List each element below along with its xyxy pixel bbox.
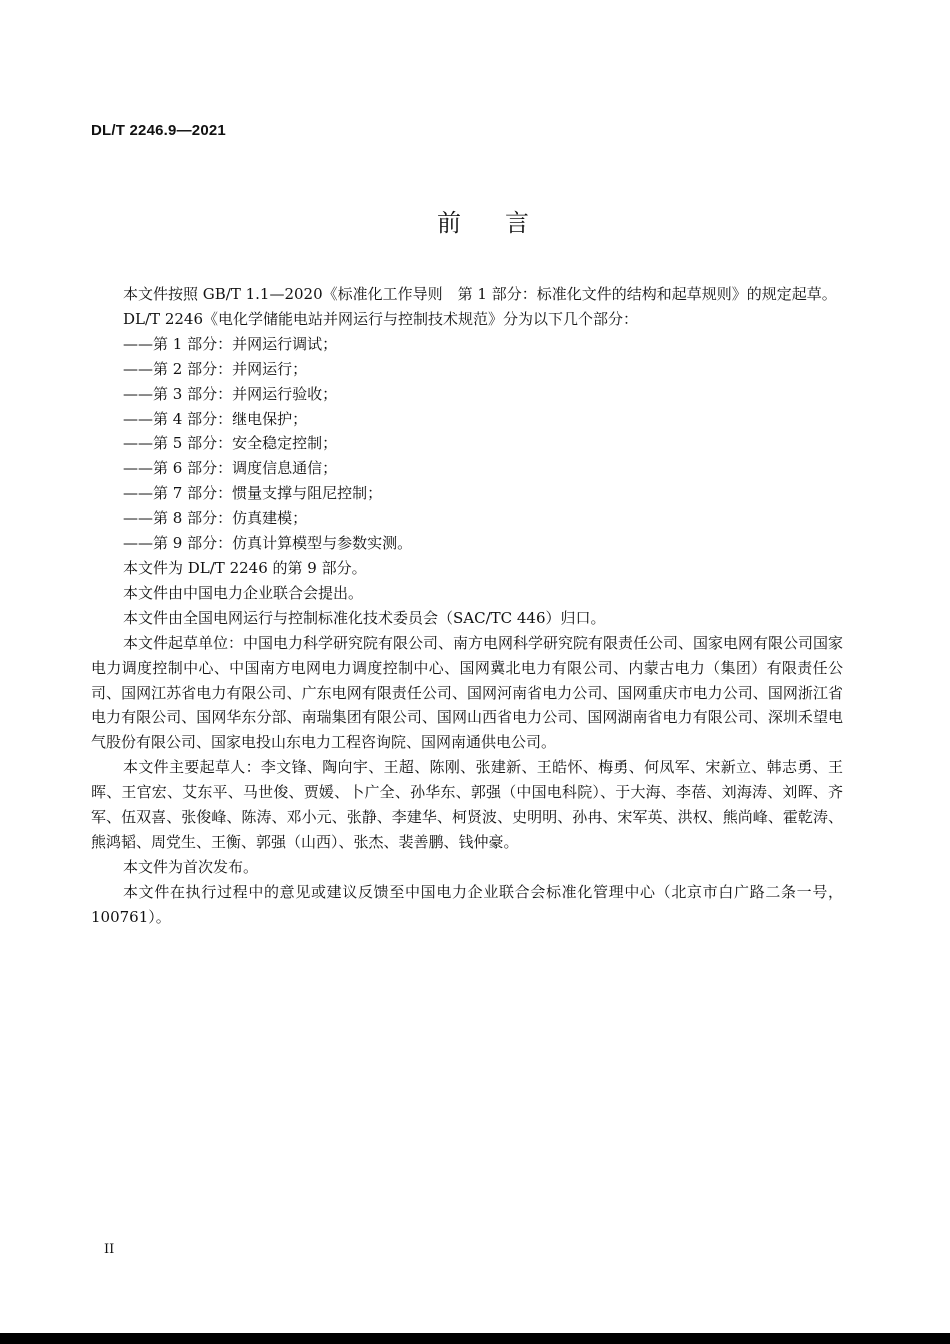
paragraph-drafting-units: 本文件起草单位：中国电力科学研究院有限公司、南方电网科学研究院有限责任公司、国家电网有限公司国家电力调度控制中心、中国南方电网电力调度控制中心、国网冀北电力有限公司、内蒙古电力（集团）有限责任公司、国网江苏省电力有限公司、广东电网有限责任公司、国网河南省电力公司、国网重庆市电力公司、国网浙江省电力有限公司、国网华东分部、南瑞集团有限公司、国网山西省电力公司、国网湖南省电力有限公司、深圳禾望电气股份有限公司、国家电投山东电力工程咨询院、国网南通供电公司。 xyxy=(91,633,844,752)
list-item: ——第 7 部分：惯量支撑与阻尼控制； xyxy=(123,484,383,503)
paragraph-drafting-rule: 本文件按照 GB/T 1.1—2020《标准化工作导则 第 1 部分：标准化文件的结构和起草规则》的规定起草。 xyxy=(123,285,837,303)
list-item: ——第 8 部分：仿真建模； xyxy=(123,509,308,528)
foreword-body xyxy=(91,282,843,930)
list-item: ——第 2 部分：并网运行； xyxy=(123,359,308,378)
list-item: ——第 9 部分：仿真计算模型与参数实测。 xyxy=(123,534,413,553)
list-item: ——第 3 部分：并网运行验收； xyxy=(123,384,338,403)
standard-number: DL/T 2246.9—2021 xyxy=(91,122,226,139)
paragraph-committee: 本文件由全国电网运行与控制标准化技术委员会（SAC/TC 446）归口。 xyxy=(123,608,606,627)
page-title: 前言 xyxy=(437,209,573,237)
bottom-border xyxy=(0,1333,950,1344)
paragraph-parts-intro: DL/T 2246《电化学储能电站并网运行与控制技术规范》分为以下几个部分： xyxy=(123,309,638,328)
list-item: ——第 6 部分：调度信息通信； xyxy=(123,459,338,478)
paragraph-drafters: 本文件主要起草人：李文锋、陶向宇、王超、陈刚、张建新、王皓怀、梅勇、何凤军、宋新立、韩志勇、王晖、王官宏、艾东平、马世俊、贾媛、卜广全、孙华东、郭强（中国电科院）、于大海、李蓓、刘海涛、刘晖、齐军、伍双喜、张俊峰、陈涛、邓小元、张静、李建华、柯贤波、史明明、孙冉、宋军英、洪权、熊尚峰、霍乾涛、熊鸿韬、周党生、王衡、郭强（山西）、张杰、裴善鹏、钱仲豪。 xyxy=(91,758,843,851)
list-item: ——第 4 部分：继电保护； xyxy=(123,409,308,428)
paragraph-part-number: 本文件为 DL/T 2246 的第 9 部分。 xyxy=(123,558,367,577)
paragraph-feedback: 本文件在执行过程中的意见或建议反馈至中国电力企业联合会标准化管理中心（北京市白广路二条一号，100761）。 xyxy=(91,882,843,926)
list-item: ——第 1 部分：并网运行调试； xyxy=(123,334,338,353)
list-item: ——第 5 部分：安全稳定控制； xyxy=(123,434,338,453)
paragraph-proposer: 本文件由中国电力企业联合会提出。 xyxy=(123,583,364,602)
paragraph-first-release: 本文件为首次发布。 xyxy=(123,857,259,876)
page-number: II xyxy=(104,1242,115,1257)
